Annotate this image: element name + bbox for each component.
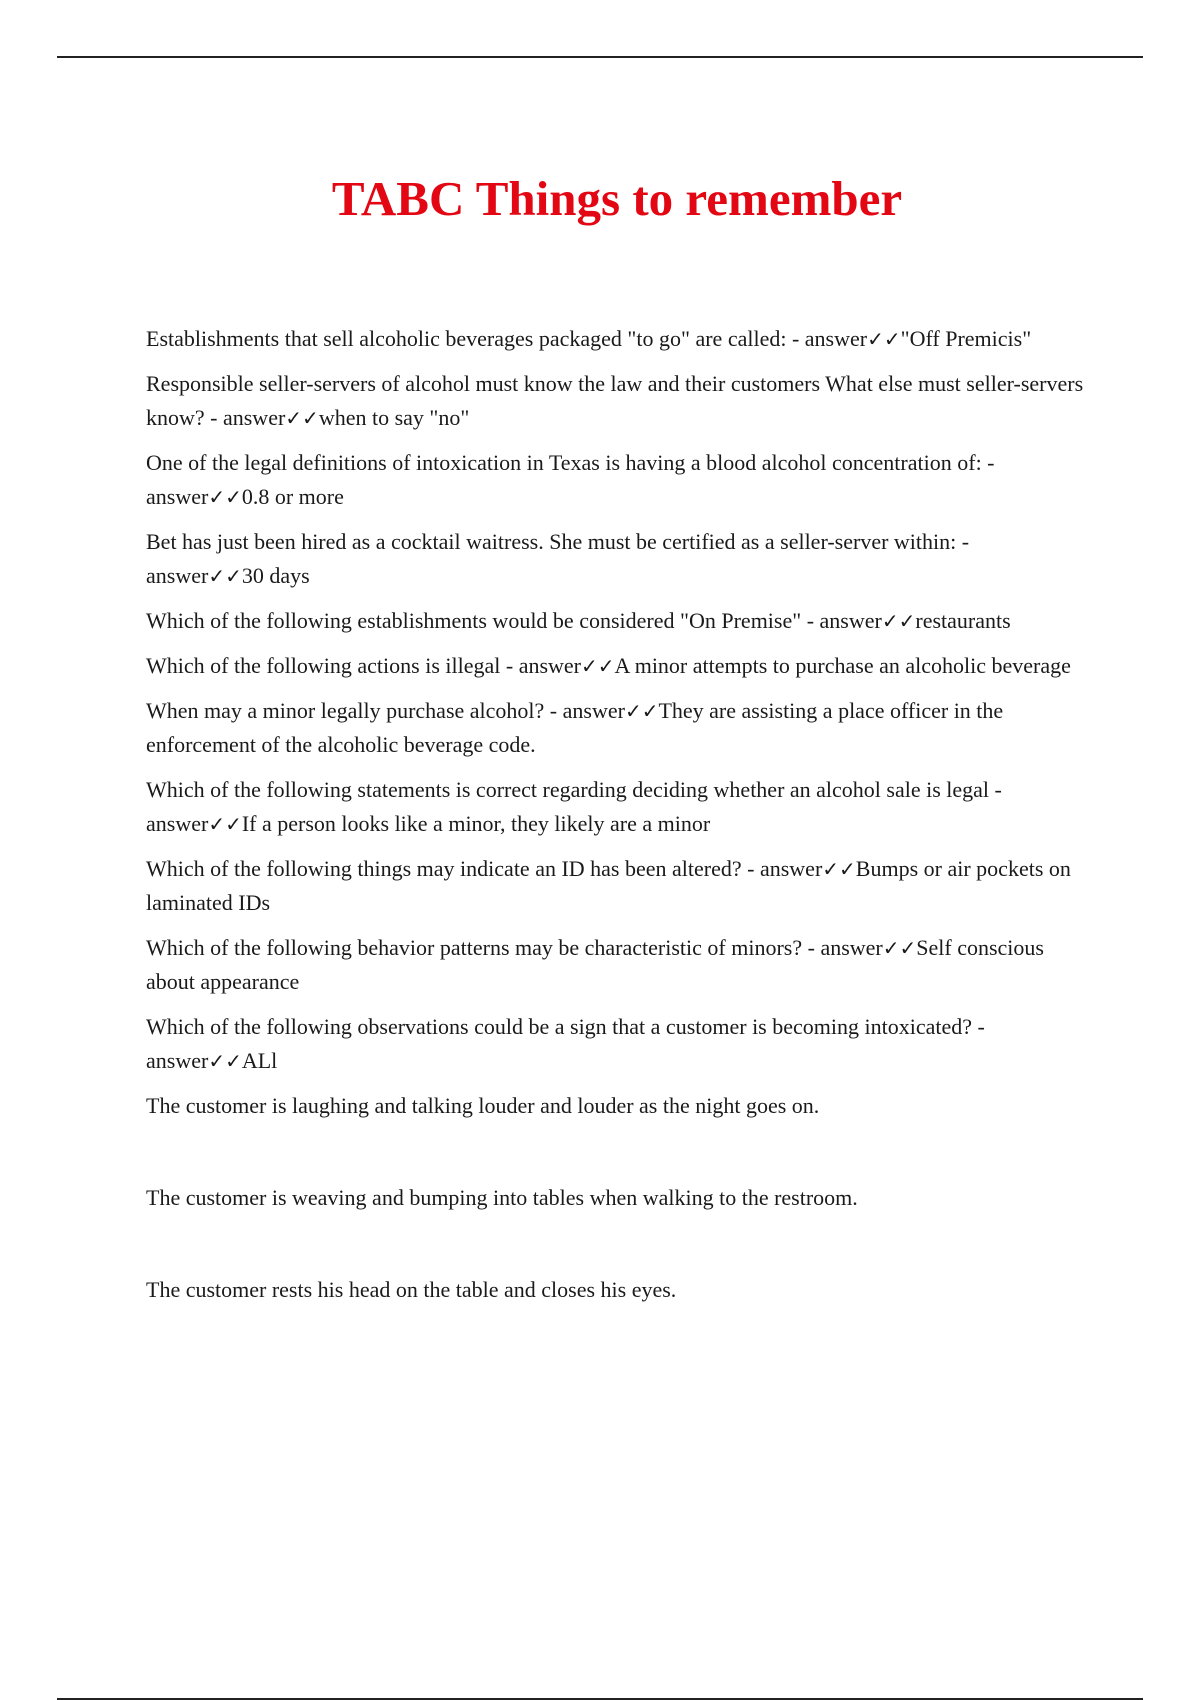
answer-label: answer bbox=[146, 484, 209, 509]
question-text: Bet has just been hired as a cocktail waitress. She must be certified as a seller-server within: - bbox=[146, 529, 970, 554]
check-mark-icon: ✓✓ bbox=[881, 609, 916, 633]
qa-item bbox=[146, 649, 1091, 683]
observation-line: The customer is weaving and bumping into tables when walking to the restroom. bbox=[146, 1185, 858, 1210]
answer-label: answer bbox=[759, 856, 823, 881]
qa-item bbox=[146, 1010, 1091, 1078]
answer-label: answer bbox=[146, 1048, 209, 1073]
answer-label: answer bbox=[562, 698, 625, 723]
check-mark-icon: ✓✓ bbox=[208, 485, 242, 509]
answer-text: A minor attempts to purchase an alcoholic beverage bbox=[614, 653, 1071, 678]
check-mark-icon: ✓✓ bbox=[208, 812, 242, 836]
answer-text: Bumps or air pockets on laminated IDs bbox=[146, 856, 1071, 915]
answer-text: 0.8 or more bbox=[241, 484, 344, 509]
question-text: Which of the following observations could be a sign that a customer is becoming intoxicated? - bbox=[146, 1014, 985, 1039]
answer-text: If a person looks like a minor, they likely are a minor bbox=[241, 811, 711, 836]
answer-label: answer bbox=[819, 608, 882, 633]
answer-label: answer bbox=[146, 811, 209, 836]
answer-label: answer bbox=[804, 326, 868, 351]
qa-item bbox=[146, 322, 1091, 356]
answer-label: answer bbox=[222, 405, 286, 430]
check-mark-icon: ✓✓ bbox=[208, 1049, 242, 1073]
qa-item bbox=[146, 694, 1091, 762]
question-text: When may a minor legally purchase alcohol? - bbox=[146, 698, 558, 723]
question-text: Which of the following actions is illegal - bbox=[146, 653, 514, 678]
check-mark-icon: ✓✓ bbox=[822, 857, 856, 881]
qa-item bbox=[146, 604, 1091, 638]
answer-text: They are assisting a place officer in the enforcement of the alcoholic beverage code. bbox=[146, 698, 1004, 757]
qa-item bbox=[146, 773, 1091, 841]
extra-list bbox=[146, 1089, 1091, 1307]
question-text: Which of the following behavior patterns may be characteristic of minors? - bbox=[146, 935, 815, 960]
check-mark-icon: ✓✓ bbox=[867, 327, 901, 351]
page-title: TABC Things to remember bbox=[331, 171, 903, 226]
answer-label: answer bbox=[820, 935, 883, 960]
qa-list bbox=[146, 322, 1091, 1078]
answer-text: ALl bbox=[241, 1048, 278, 1073]
check-mark-icon: ✓✓ bbox=[208, 564, 242, 588]
answer-text: 30 days bbox=[241, 563, 310, 588]
check-mark-icon: ✓✓ bbox=[581, 654, 615, 678]
answer-text: restaurants bbox=[915, 608, 1011, 633]
qa-item bbox=[146, 852, 1091, 920]
answer-text: "Off Premicis" bbox=[900, 326, 1032, 351]
observation-line: The customer is laughing and talking louder and louder as the night goes on. bbox=[146, 1093, 820, 1118]
answer-label: answer bbox=[146, 563, 209, 588]
question-text: One of the legal definitions of intoxication in Texas is having a blood alcohol concentration of: - bbox=[146, 450, 995, 475]
answer-text: Self conscious about appearance bbox=[146, 935, 1044, 994]
qa-item bbox=[146, 931, 1091, 999]
document-body bbox=[146, 322, 1091, 1365]
check-mark-icon: ✓✓ bbox=[882, 936, 917, 960]
check-mark-icon: ✓✓ bbox=[624, 699, 659, 723]
qa-item bbox=[146, 446, 1091, 514]
question-text: Which of the following statements is correct regarding deciding whether an alcohol sale is legal - bbox=[146, 777, 1002, 802]
qa-item bbox=[146, 367, 1091, 435]
question-text: Establishments that sell alcoholic beverages packaged "to go" are called: - bbox=[146, 326, 800, 351]
answer-text: when to say "no" bbox=[318, 405, 470, 430]
question-text: Which of the following establishments would be considered "On Premise" - bbox=[146, 608, 815, 633]
answer-label: answer bbox=[518, 653, 582, 678]
observation-line: The customer rests his head on the table and closes his eyes. bbox=[146, 1277, 677, 1302]
question-text: Responsible seller-servers of alcohol must know the law and their customers What else must seller-servers know? - bbox=[146, 371, 1084, 430]
question-text: Which of the following things may indicate an ID has been altered? - bbox=[146, 856, 755, 881]
check-mark-icon: ✓✓ bbox=[285, 406, 319, 430]
header-rule bbox=[57, 56, 1143, 58]
qa-item bbox=[146, 525, 1091, 593]
